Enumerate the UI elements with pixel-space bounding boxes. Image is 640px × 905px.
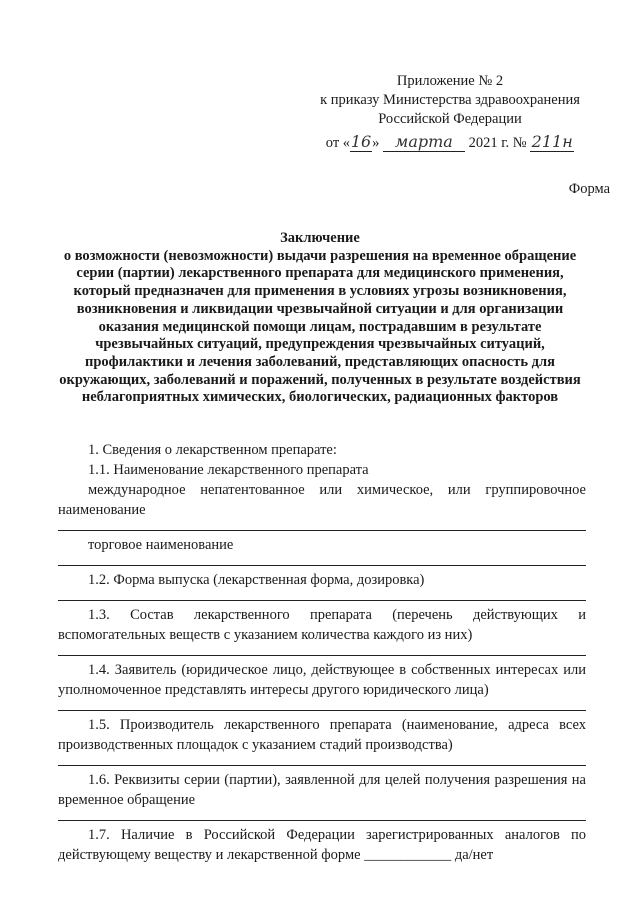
section-1-5: 1.5. Производитель лекарственного препарата (наименование, адреса всех производственных площадок с указанием стадий производства) <box>58 717 586 753</box>
fill-line-batch[interactable] <box>58 810 586 821</box>
section-1-6: 1.6. Реквизиты серии (партии), заявленной для целей получения разрешения на временное обращение <box>58 772 586 808</box>
title-body: о возможности (невозможности) выдачи разрешения на временное обращение серии (партии) лекарственного препарата для медицинского применения, который предназначен для применения в условиях угрозы возникновения, возникновения и ликвидации чрезвычайной ситуации и для организации оказания медицинской помощи лицам, пострадавшим в результате чрезвычайных ситуаций, предупреждения чрезвычайных ситуаций, профилактики и лечения заболеваний, представляющих опасность для окружающих, заболеваний и поражений, полученных в результате воздействия неблагоприятных химических, биологических, радиационных факторов <box>59 247 581 406</box>
fill-line-manufacturer[interactable] <box>58 755 586 766</box>
section-1-1-trade: торговое наименование <box>88 537 234 553</box>
document-body <box>58 440 586 865</box>
fill-line-composition[interactable] <box>58 645 586 656</box>
form-label: Форма <box>568 181 610 197</box>
date-year: 2021 г. № <box>468 135 527 151</box>
section-1-4: 1.4. Заявитель (юридическое лицо, действующее в собственных интересах или уполномоченное представлять интересы другого юридического лица) <box>58 662 586 698</box>
appendix-date-line <box>300 132 600 153</box>
fill-line-form[interactable] <box>58 590 586 601</box>
date-prefix: от « <box>325 135 351 151</box>
fill-line-inn[interactable] <box>58 520 586 531</box>
date-day: 16 <box>350 132 372 151</box>
section-1-heading: 1. Сведения о лекарственном препарате: <box>88 442 337 458</box>
section-1-2: 1.2. Форма выпуска (лекарственная форма, дозировка) <box>88 572 425 588</box>
section-1-7-text: 1.7. Наличие в Российской Федерации зарегистрированных аналогов по действующему веществу и лекарственной форме <box>58 827 586 863</box>
date-close-quote: » <box>372 135 380 151</box>
fill-line-applicant[interactable] <box>58 700 586 711</box>
section-1-1-heading: 1.1. Наименование лекарственного препарата <box>88 462 369 478</box>
section-1-1-inn: международное непатентованное или химическое, или группировочное наименование <box>58 482 586 518</box>
date-month: марта <box>383 132 465 152</box>
section-1-3: 1.3. Состав лекарственного препарата (перечень действующих и вспомогательных веществ с указанием количества каждого из них) <box>58 607 586 643</box>
title-main: Заключение <box>280 230 360 246</box>
section-1-7 <box>58 825 586 865</box>
section-1-7-choice: да/нет <box>454 847 494 863</box>
appendix-header <box>300 72 600 153</box>
section-1-7-blank[interactable]: ____________ <box>364 847 452 863</box>
appendix-order-ref: к приказу Министерства здравоохранения <box>320 92 580 108</box>
fill-line-trade[interactable] <box>58 555 586 566</box>
appendix-number: Приложение № 2 <box>396 73 504 89</box>
appendix-ministry: Российской Федерации <box>378 111 522 127</box>
order-number: 211н <box>531 132 573 151</box>
document-title <box>50 230 590 407</box>
